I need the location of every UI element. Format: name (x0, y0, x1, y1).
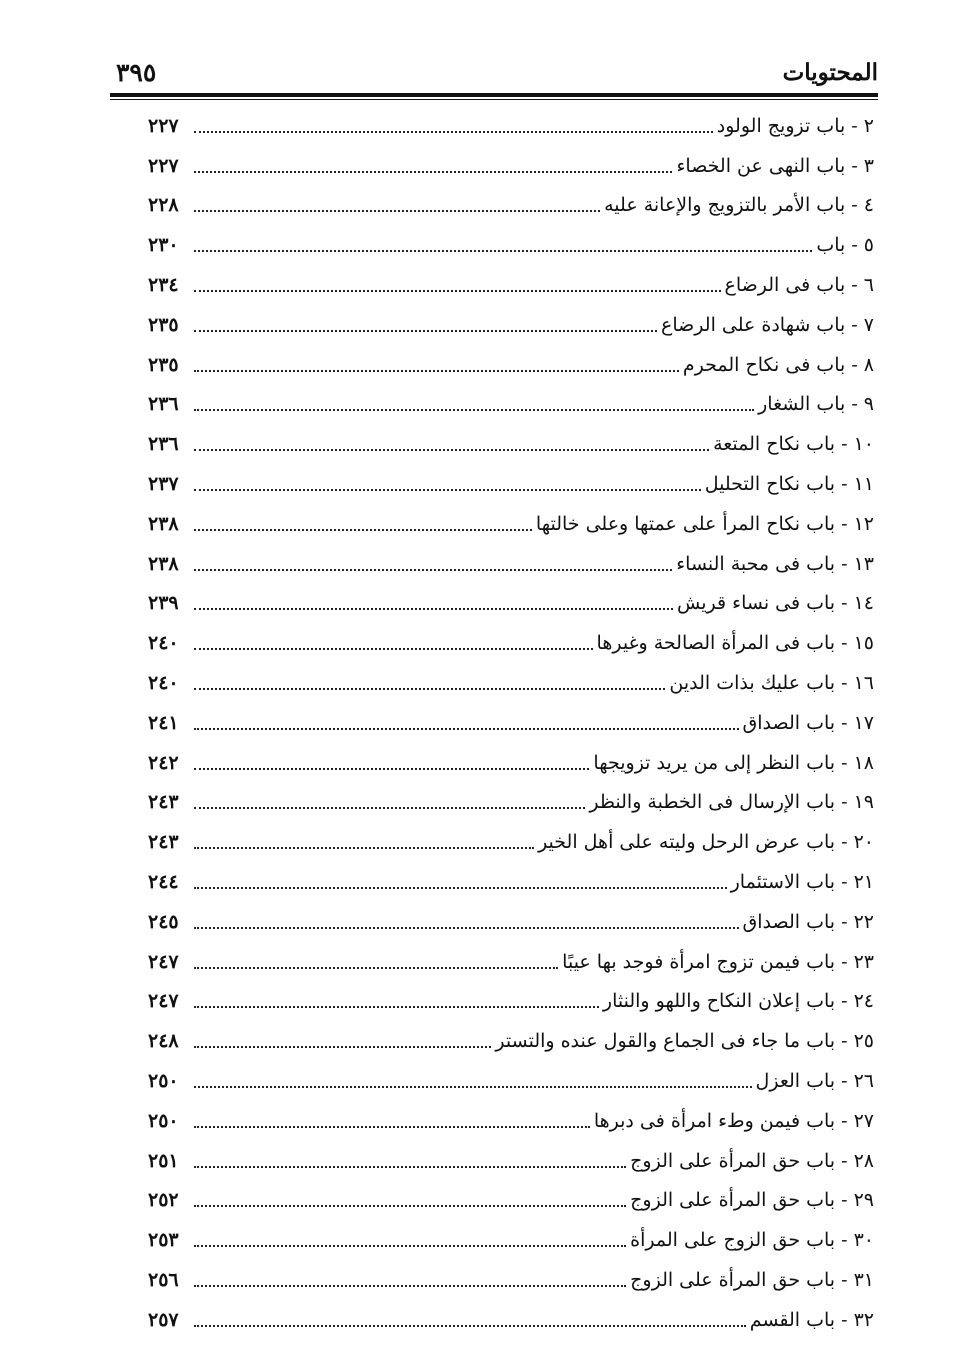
toc-entry (148, 942, 874, 982)
toc-entry-title: ٣٢ - باب القسم (749, 1308, 874, 1331)
toc-entry (148, 504, 874, 544)
toc-entry-title: ٢٧ - باب فيمن وطء امرأة فى دبرها (593, 1109, 874, 1132)
toc-dot-leader (194, 768, 589, 770)
toc-entry-page: ٢٣٧ (148, 473, 179, 496)
toc-dot-leader (194, 250, 812, 252)
toc-dot-leader (194, 1086, 752, 1088)
toc-dot-leader (194, 171, 672, 173)
toc-entry-page: ٢٥٠ (148, 1070, 179, 1093)
toc-dot-leader (194, 1285, 626, 1287)
toc-entry (148, 623, 874, 663)
toc-entry-title: ٧ - باب شهادة على الرضاع (661, 313, 874, 336)
toc-entry-title: ١٣ - باب فى محبة النساء (676, 552, 874, 575)
toc-entry (148, 305, 874, 345)
toc-entry-page: ٢٤٧ (148, 990, 179, 1013)
toc-dot-leader (194, 1046, 491, 1048)
toc-entry-page: ٢٥٧ (148, 1308, 179, 1331)
toc-entry (148, 265, 874, 305)
toc-entry-title: ٦ - باب فى الرضاع (724, 274, 874, 297)
toc-entry-page: ٢٣٥ (148, 353, 179, 376)
toc-dot-leader (194, 1325, 746, 1327)
toc-dot-leader (194, 489, 701, 491)
toc-entry-title: ٩ - باب الشغار (758, 393, 874, 416)
toc-entry-title: ١٠ - باب نكاح المتعة (713, 433, 874, 456)
toc-dot-leader (194, 529, 532, 531)
toc-entry-page: ٢٥٢ (148, 1189, 179, 1212)
toc-entry-title: ١٨ - باب النظر إلى من يريد تزويجها (593, 751, 874, 774)
toc-entry (148, 1300, 874, 1340)
toc-entry (148, 822, 874, 862)
toc-entry-title: ٢٢ - باب الصداق (742, 910, 874, 933)
toc-entry (148, 982, 874, 1022)
toc-entry-page: ٢٤٢ (148, 751, 179, 774)
toc-entry (148, 902, 874, 942)
toc-entry-page: ٢٤٠ (148, 672, 179, 695)
toc-dot-leader (194, 409, 754, 411)
toc-dot-leader (194, 569, 672, 571)
page-number: ٣٩٥ (116, 57, 157, 87)
toc-entry (148, 345, 874, 385)
toc-entry-page: ٢٣٩ (148, 592, 179, 615)
toc-entry-title: ٨ - باب فى نكاح المحرم (682, 353, 874, 376)
toc-entry-title: ١٦ - باب عليك بذات الدين (669, 672, 874, 695)
toc-entry-page: ٢٢٧ (148, 114, 179, 137)
toc-entry-page: ٢٥١ (148, 1149, 179, 1172)
toc-entry (148, 544, 874, 584)
toc-entry-page: ٢٤٤ (148, 871, 179, 894)
toc-dot-leader (194, 887, 727, 889)
toc-entry-page: ٢٤٥ (148, 910, 179, 933)
toc-entry (148, 106, 874, 146)
toc-entry (148, 743, 874, 783)
toc-entry-page: ٢٤١ (148, 711, 179, 734)
toc-entry-page: ٢٣٠ (148, 234, 179, 257)
toc-entry-title: ٢٣ - باب فيمن تزوج امرأة فوجد بها عيبًا (562, 950, 874, 973)
toc-entry (148, 1021, 874, 1061)
toc-entry-page: ٢٣٦ (148, 433, 179, 456)
toc-dot-leader (194, 847, 534, 849)
toc-entry-page: ٢٣٦ (148, 393, 179, 416)
toc-entry (148, 783, 874, 823)
toc-dot-leader (194, 290, 721, 292)
header-rule-thick (110, 93, 878, 97)
toc-entry-page: ٢٥٠ (148, 1109, 179, 1132)
header-rule-thin (110, 99, 878, 100)
toc-entry-title: ٢٤ - باب إعلان النكاح واللهو والنثار (602, 990, 874, 1013)
toc-entry (148, 385, 874, 425)
toc-entry (148, 1141, 874, 1181)
toc-entry (148, 424, 874, 464)
toc-entry-page: ٢٢٨ (148, 194, 179, 217)
toc-dot-leader (194, 927, 739, 929)
toc-entry-title: ٥ - باب (816, 234, 874, 257)
toc-dot-leader (194, 1205, 626, 1207)
toc-entry-page: ٢٣٨ (148, 512, 179, 535)
toc-dot-leader (194, 210, 600, 212)
toc-entry-title: ١٩ - باب الإرسال فى الخطبة والنظر (589, 791, 874, 814)
toc-dot-leader (194, 967, 558, 969)
toc-entry-page: ٢٥٣ (148, 1229, 179, 1252)
toc-entry-page: ٢٣٤ (148, 274, 179, 297)
toc-entry-title: ١٥ - باب فى المرأة الصالحة وغيرها (596, 632, 874, 655)
toc-entry-page: ٢٤٠ (148, 632, 179, 655)
toc-entry-page: ٢٣٥ (148, 313, 179, 336)
toc-entry (148, 225, 874, 265)
toc-entry-title: ٢٦ - باب العزل (755, 1070, 874, 1093)
toc-entry-page: ٢٢٧ (148, 154, 179, 177)
page-title: المحتويات (782, 58, 878, 86)
toc-dot-leader (194, 728, 739, 730)
toc-entry (148, 584, 874, 624)
toc-dot-leader (194, 648, 593, 650)
toc-entry (148, 663, 874, 703)
toc-dot-leader (194, 608, 673, 610)
toc-entry-page: ٢٤٧ (148, 950, 179, 973)
toc-entry-page: ٢٤٣ (148, 791, 179, 814)
toc-entry (148, 1220, 874, 1260)
toc-entry-title: ٣ - باب النهى عن الخصاء (676, 154, 874, 177)
toc-entry-page: ٢٣٨ (148, 552, 179, 575)
toc-dot-leader (194, 1006, 599, 1008)
toc-entry (148, 1181, 874, 1221)
toc-entry (148, 464, 874, 504)
toc-dot-leader (194, 131, 713, 133)
toc-entry-title: ١٢ - باب نكاح المرأ على عمتها وعلى خالتها (535, 512, 874, 535)
page-header (110, 52, 878, 92)
toc-entry-title: ٢٥ - باب ما جاء فى الجماع والقول عنده والتستر (495, 1030, 874, 1053)
toc-entry (148, 1101, 874, 1141)
toc-entry-page: ٢٥٦ (148, 1269, 179, 1291)
toc-entry-page: ٢٤٣ (148, 831, 179, 854)
toc-dot-leader (194, 330, 657, 332)
toc-entry-title: ٢١ - باب الاستئمار (730, 871, 874, 894)
toc-entry-title: ٢٨ - باب حق المرأة على الزوج (630, 1149, 874, 1172)
toc-entry-title: ٤ - باب الأمر بالتزويج والإعانة عليه (604, 194, 874, 217)
toc-entry-title: ٢ - باب تزويج الولود (716, 114, 874, 137)
toc-entry (148, 1260, 874, 1300)
toc-entry-title: ١١ - باب نكاح التحليل (704, 473, 874, 496)
table-of-contents (148, 106, 874, 1340)
toc-entry-title: ١٤ - باب فى نساء قريش (677, 592, 874, 615)
toc-entry-title: ٢٩ - باب حق المرأة على الزوج (630, 1189, 874, 1212)
toc-dot-leader (194, 1245, 626, 1247)
toc-entry (148, 146, 874, 186)
toc-entry-title: ١٧ - باب الصداق (742, 711, 874, 734)
toc-dot-leader (194, 807, 585, 809)
toc-entry (148, 862, 874, 902)
toc-entry (148, 703, 874, 743)
toc-dot-leader (194, 688, 665, 690)
toc-dot-leader (194, 370, 679, 372)
toc-entry-title: ٢٠ - باب عرض الرحل وليته على أهل الخير (538, 831, 874, 854)
toc-entry-page: ٢٤٨ (148, 1030, 179, 1053)
toc-dot-leader (194, 1166, 626, 1168)
toc-entry-title: ٣٠ - باب حق الزوج على المرأة (630, 1229, 874, 1252)
toc-entry-title: ٣١ - باب حق المرأة على الزوج (630, 1269, 874, 1291)
toc-entry (148, 186, 874, 226)
toc-dot-leader (194, 1126, 590, 1128)
toc-entry (148, 1061, 874, 1101)
toc-dot-leader (194, 449, 709, 451)
